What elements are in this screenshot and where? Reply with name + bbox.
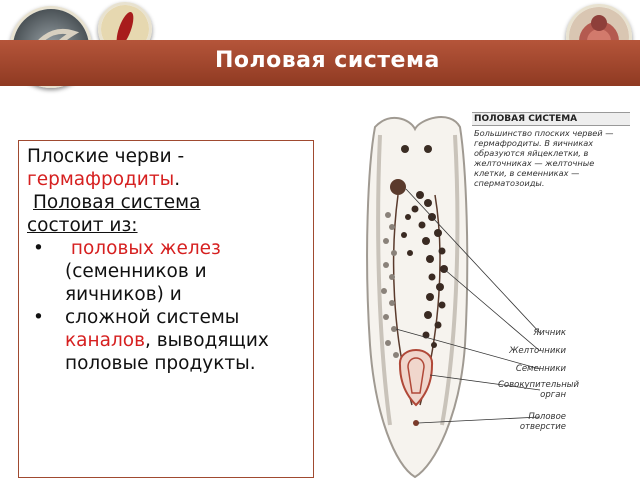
label-genital-pore: Половое отверстие xyxy=(519,412,566,432)
ovary-shape xyxy=(390,179,406,195)
list-item-canals xyxy=(65,306,309,375)
system-line-b xyxy=(27,214,309,237)
label-yolk-glands: Желточники xyxy=(509,346,566,356)
canals-intro: сложной системы xyxy=(65,307,240,328)
system-heading-b: состоит из: xyxy=(27,215,138,236)
system-line xyxy=(27,191,309,214)
label-ovary: Яичник xyxy=(533,328,566,338)
components-list xyxy=(27,237,309,375)
intro-line xyxy=(27,145,309,191)
canals-term: каналов xyxy=(65,330,145,351)
canals-detail: выводящих половые продукты. xyxy=(65,330,269,374)
legend-title: ПОЛОВАЯ СИСТЕМА xyxy=(472,112,630,126)
intro-period: . xyxy=(174,169,181,190)
legend-description: Большинство плоских червей — гермафродиты. В яичниках образуются яйцеклетки, в желточниках — желточные клетки, в семенниках — сперматозоиды. xyxy=(474,128,614,188)
glands-detail: (семенников и яичников) и xyxy=(65,261,207,305)
diagram-legend xyxy=(472,112,630,190)
hermaphrodites-term: гермафродиты xyxy=(27,169,175,190)
intro-text: Плоские черви - xyxy=(27,146,185,167)
text-box xyxy=(18,140,314,478)
system-heading-a: Половая система xyxy=(33,192,201,213)
slide-title: Половая система xyxy=(215,48,440,73)
canals-comma: , xyxy=(145,330,151,351)
list-item-glands xyxy=(65,237,309,306)
glands-term: половых желез xyxy=(70,238,221,259)
label-testes: Семенники xyxy=(515,364,566,374)
label-copulatory-organ: Совокупительный орган xyxy=(498,380,580,400)
